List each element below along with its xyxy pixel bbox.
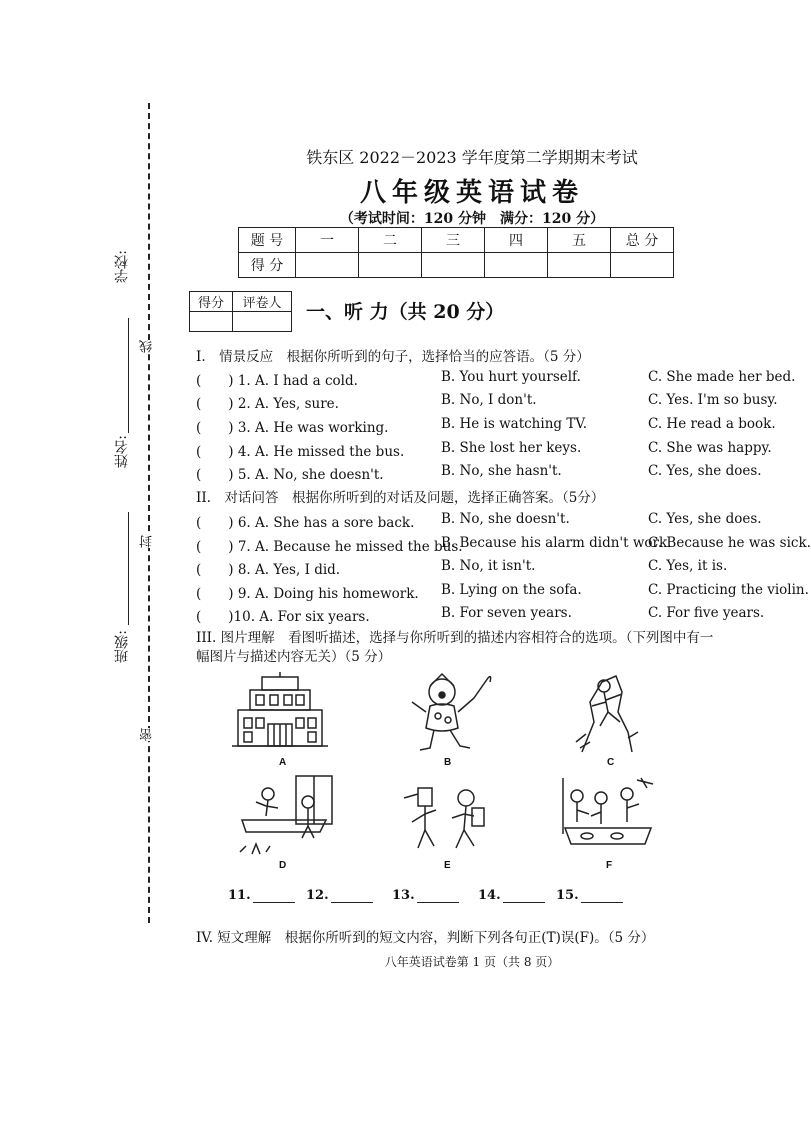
score-cell[interactable]	[296, 253, 359, 278]
score-header-cell: 二	[359, 228, 422, 253]
seal-mark-mi: 密	[140, 728, 155, 741]
question-6-b: B. No, she doesn't.	[441, 511, 570, 527]
picture-e-students-walking	[400, 782, 494, 858]
question-5-a: ( ) 5. A. No, she doesn't.	[196, 467, 384, 483]
score-table-score-row	[239, 253, 674, 278]
score-cell[interactable]	[359, 253, 422, 278]
part2-heading: II. 对话问答 根据你所听到的对话及问题，选择正确答案。（5分）	[196, 490, 605, 506]
name-label: 姓名:	[114, 435, 130, 468]
question-10-b: B. For seven years.	[441, 605, 572, 621]
paper-title: 八年级英语试卷	[359, 178, 584, 208]
seal-mark-feng: 封	[140, 535, 155, 548]
blank-number: 13.	[392, 888, 415, 903]
exam-info: （考试时间：120 分钟 满分：120 分）	[339, 211, 605, 227]
answer-blank-15[interactable]	[556, 888, 623, 903]
picture-label-b: B	[444, 757, 452, 768]
question-2-b: B. No, I don't.	[441, 392, 537, 408]
blank-number: 15.	[556, 888, 579, 903]
picture-label-f: F	[606, 860, 613, 871]
score-header-cell: 题 号	[239, 228, 296, 253]
question-1-b: B. You hurt yourself.	[441, 369, 581, 385]
blank-number: 14.	[478, 888, 501, 903]
picture-label-e: E	[444, 860, 451, 871]
grader-name-label: 评卷人	[233, 292, 292, 312]
exam-title: 铁东区 2022－2023 学年度第二学期期末考试	[306, 148, 638, 167]
grader-score-label: 得分	[190, 292, 233, 312]
grader-table	[189, 291, 292, 332]
score-header-cell: 三	[422, 228, 485, 253]
score-header-cell: 一	[296, 228, 359, 253]
score-header-cell: 五	[548, 228, 611, 253]
score-row-label: 得 分	[239, 253, 296, 278]
picture-c-climber	[572, 672, 642, 754]
question-4-c: C. She was happy.	[648, 440, 772, 456]
school-label: 学校:	[114, 250, 130, 283]
question-10-c: C. For five years.	[648, 605, 765, 621]
score-table	[238, 227, 674, 278]
question-5-b: B. No, she hasn't.	[441, 463, 562, 479]
page-footer: 八年英语试卷第 1 页（共 8 页）	[384, 955, 560, 969]
answer-blank-12[interactable]	[306, 888, 373, 903]
part3-heading-line2: 幅图片与描述内容无关）（5 分）	[196, 649, 392, 665]
question-6-a: ( ) 6. A. She has a sore back.	[196, 515, 415, 531]
answer-blank-14[interactable]	[478, 888, 545, 903]
section-title-listening: 一、听 力（共 20 分）	[306, 301, 505, 323]
grader-name-cell[interactable]	[233, 312, 292, 332]
picture-b-clown	[408, 672, 494, 754]
question-8-b: B. No, it isn't.	[441, 558, 536, 574]
score-cell[interactable]	[485, 253, 548, 278]
question-5-c: C. Yes, she does.	[648, 463, 762, 479]
picture-a-building	[230, 672, 330, 750]
answer-blank-11[interactable]	[228, 888, 295, 903]
seal-mark-xian: 线	[140, 340, 155, 353]
question-9-b: B. Lying on the sofa.	[441, 582, 582, 598]
question-2-a: ( ) 2. A. Yes, sure.	[196, 396, 339, 412]
part3-heading-line1: III. 图片理解 看图听描述，选择与你所听到的描述内容相符合的选项。（下列图中有一	[196, 630, 714, 646]
part4-heading: IV. 短文理解 根据你所听到的短文内容，判断下列各句正(T)误(F)。（5 分）	[196, 930, 655, 946]
question-3-b: B. He is watching TV.	[441, 416, 588, 432]
question-1-a: ( ) 1. A. I had a cold.	[196, 373, 358, 389]
score-header-cell: 总 分	[611, 228, 674, 253]
picture-d-classroom	[236, 772, 336, 858]
name-field-line	[128, 512, 129, 625]
question-7-a: ( ) 7. A. Because he missed the bus.	[196, 539, 463, 555]
picture-label-a: A	[279, 757, 287, 768]
question-4-a: ( ) 4. A. He missed the bus.	[196, 444, 405, 460]
score-cell[interactable]	[548, 253, 611, 278]
part1-heading: I. 情景反应 根据你所听到的句子，选择恰当的应答语。（5 分）	[196, 349, 590, 365]
question-3-a: ( ) 3. A. He was working.	[196, 420, 389, 436]
question-4-b: B. She lost her keys.	[441, 440, 582, 456]
picture-label-d: D	[279, 860, 287, 871]
blank-number: 11.	[228, 888, 251, 903]
score-header-cell: 四	[485, 228, 548, 253]
question-1-c: C. She made her bed.	[648, 369, 796, 385]
school-field-line	[128, 318, 129, 433]
question-9-c: C. Practicing the violin.	[648, 582, 809, 598]
picture-f-group-at-table	[557, 774, 657, 856]
question-7-c: C. Because he was sick.	[648, 535, 811, 551]
question-2-c: C. Yes. I'm so busy.	[648, 392, 778, 408]
question-7-b: B. Because his alarm didn't work.	[441, 535, 672, 551]
question-10-a: ( )10. A. For six years.	[196, 609, 370, 625]
question-9-a: ( ) 9. A. Doing his homework.	[196, 586, 419, 602]
blank-number: 12.	[306, 888, 329, 903]
question-3-c: C. He read a book.	[648, 416, 776, 432]
picture-label-c: C	[607, 757, 615, 768]
score-cell[interactable]	[422, 253, 485, 278]
score-table-header-row	[239, 228, 674, 253]
answer-blank-13[interactable]	[392, 888, 459, 903]
class-label: 班级:	[114, 630, 130, 663]
score-cell[interactable]	[611, 253, 674, 278]
question-8-a: ( ) 8. A. Yes, I did.	[196, 562, 341, 578]
question-6-c: C. Yes, she does.	[648, 511, 762, 527]
question-8-c: C. Yes, it is.	[648, 558, 728, 574]
grader-score-cell[interactable]	[190, 312, 233, 332]
